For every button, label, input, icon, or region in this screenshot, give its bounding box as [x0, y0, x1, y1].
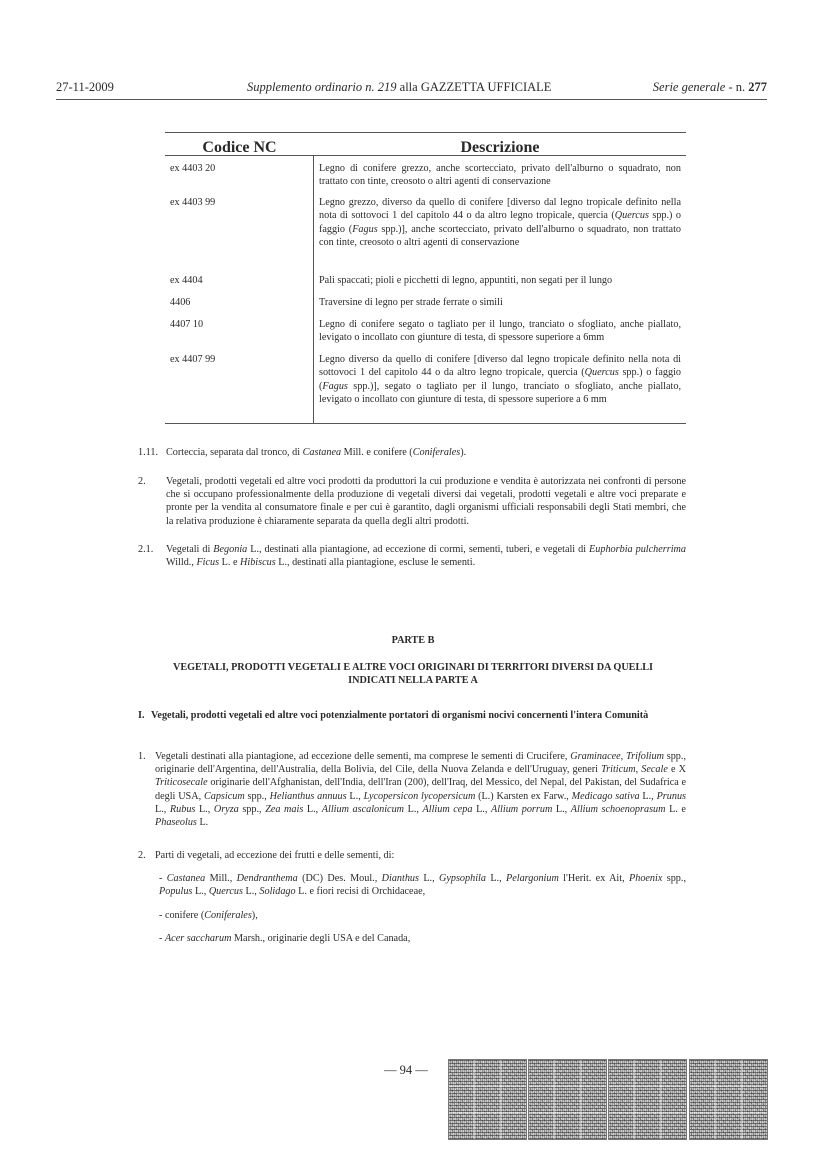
nc-code: 4406	[170, 297, 191, 308]
section-title: PARTE B	[391, 635, 435, 646]
item-1-11-text: Corteccia, separata dal tronco, di Castanea Mill. e conifere (Coniferales).	[166, 447, 467, 458]
header-series-italic: Serie generale	[652, 80, 726, 94]
nc-code: ex 4404	[170, 275, 203, 286]
item-number: 2.	[138, 850, 146, 861]
nc-description: Legno grezzo, diverso da quello di conifere [diverso dal legno tropicale definito nella nota di sottovoci 1 del capitolo 44 o da altro legno tropicale, quercia (Quercus spp.) o faggio (Fagus spp.)], anche scortecciato, privato dell'alburno o squadrato, non trattato con tinte, creosoto o altri agenti di conservazione	[319, 197, 681, 248]
header-series-rest: - n.	[725, 80, 749, 94]
nc-description: Pali spaccati; pioli e picchetti di legno, appuntiti, non segati per il lungo	[319, 275, 613, 286]
nc-code: ex 4403 99	[170, 197, 216, 208]
item-number: 2.	[138, 476, 146, 487]
nc-description: Legno diverso da quello di conifere [diverso dal legno tropicale definito nella nota di sottovoci 1 del capitolo 44 o da altro legno tropicale, quercia (Quercus spp.) o faggio (Fagus spp.)], segato o tagliato per il lungo, tranciato o sfogliato, anche piallato, levigato o incollato con giunture di testa, di spessore superiore a 6 mm	[319, 354, 681, 405]
item-number: 2.1.	[138, 544, 154, 555]
security-pattern-image	[448, 1059, 527, 1140]
item-2-1-text: Vegetali di Begonia L., destinati alla piantagione, ad eccezione di cormi, sementi, tuberi, e vegetali di Euphorbia pulcherrima Willd., Ficus L. e Hibiscus L., destinati alla piantagione, escluse le sementi.	[166, 544, 686, 569]
header-series-number: 277	[748, 80, 767, 94]
item-2-text: Vegetali, prodotti vegetali ed altre voci prodotti da produttori la cui produzione e vendita è autorizzata nei confronti di persone che si occupano professionalmente della produzione di vegetali diversi dai vegetali, prodotti vegetali e altre voci preparate e pronte per la vendita al consumatore finale e per cui è garantito, dagli organismi ufficiali responsabili degli Stati membri, che la relativa produzione è chiaramente separata da quella degli altri prodotti.	[166, 476, 686, 527]
security-pattern-image	[689, 1059, 768, 1140]
nc-description: Traversine di legno per strade ferrate o simili	[319, 297, 503, 308]
section-heading: Vegetali, prodotti vegetali ed altre voci potenzialmente portatori di organismi nocivi concernenti l'intera Comunità	[151, 710, 649, 721]
header-rule	[56, 99, 767, 100]
header-date: 27-11-2009	[56, 80, 114, 94]
security-pattern-image	[608, 1059, 687, 1140]
item-number: 1.11.	[138, 447, 158, 458]
nc-code: ex 4403 20	[170, 163, 216, 174]
table-header-description: Descrizione	[460, 139, 540, 156]
nc-description: Legno di conifere segato o tagliato per il lungo, tranciato o sfogliato, anche piallato, levigato o incollato con giunture di testa, di spessore superiore a 6mm	[319, 319, 681, 344]
nc-code: 4407 10	[170, 319, 204, 330]
nc-code: ex 4407 99	[170, 354, 216, 365]
header-title	[247, 80, 551, 95]
header-title-rest: alla GAZZETTA UFFICIALE	[396, 80, 552, 94]
nc-description: Legno di conifere grezzo, anche scortecciato, privato dell'alburno o squadrato, non trattato con tinte, creosoto o altri agenti di conservazione	[319, 163, 681, 188]
item-1-text: Vegetali destinati alla piantagione, ad eccezione delle sementi, ma comprese le sementi di Crucifere, Graminacee, Trifolium spp., originarie dell'Argentina, dell'Australia, della Bolivia, del Cile, della Nuova Zelanda e dell'Uruguay, generi Triticum, Secale e X Triticosecale originarie dell'Afghanistan, dell'India, dell'Iran (200), dell'Iraq, del Messico, del Nepal, del Pakistan, del Sudafrica e degli USA, Capsicum spp., Helianthus annuus L., Lycopersicon lycopersicum (L.) Karsten ex Farw., Medicago sativa L., Prunus L., Rubus L., Oryza spp., Zea mais L., Allium ascalonicum L., Allium cepa L., Allium porrum L., Allium schoenoprasum L. e Phaseolus L.	[155, 751, 686, 829]
page-number: — 94 —	[384, 1063, 428, 1077]
table-column-divider	[313, 155, 314, 423]
item-number: 1.	[138, 751, 146, 762]
table-bottom-rule	[165, 423, 686, 424]
table-header-code: Codice NC	[202, 139, 277, 156]
table-header	[165, 133, 686, 156]
list-item: - conifere (Coniferales),	[159, 910, 258, 921]
security-pattern-image	[528, 1059, 607, 1140]
header-series	[653, 80, 767, 95]
item-2b-text: Parti di vegetali, ad eccezione dei frutti e delle sementi, di:	[155, 850, 395, 861]
list-item: - Castanea Mill., Dendranthema (DC) Des. Moul., Dianthus L., Gypsophila L., Pelargonium l'Herit. ex Ait, Phoenix spp., Populus L., Quercus L., Solidago L. e fiori recisi di Orchidaceae,	[159, 873, 686, 898]
list-item: - Acer saccharum Marsh., originarie degli USA e del Canada,	[159, 933, 411, 944]
section-subtitle: VEGETALI, PRODOTTI VEGETALI E ALTRE VOCI ORIGINARI DI TERRITORI DIVERSI DA QUELLI INDICATI NELLA PARTE A	[172, 662, 654, 687]
section-number: I.	[138, 710, 145, 721]
header-title-italic: Supplemento ordinario n. 219	[247, 80, 397, 94]
